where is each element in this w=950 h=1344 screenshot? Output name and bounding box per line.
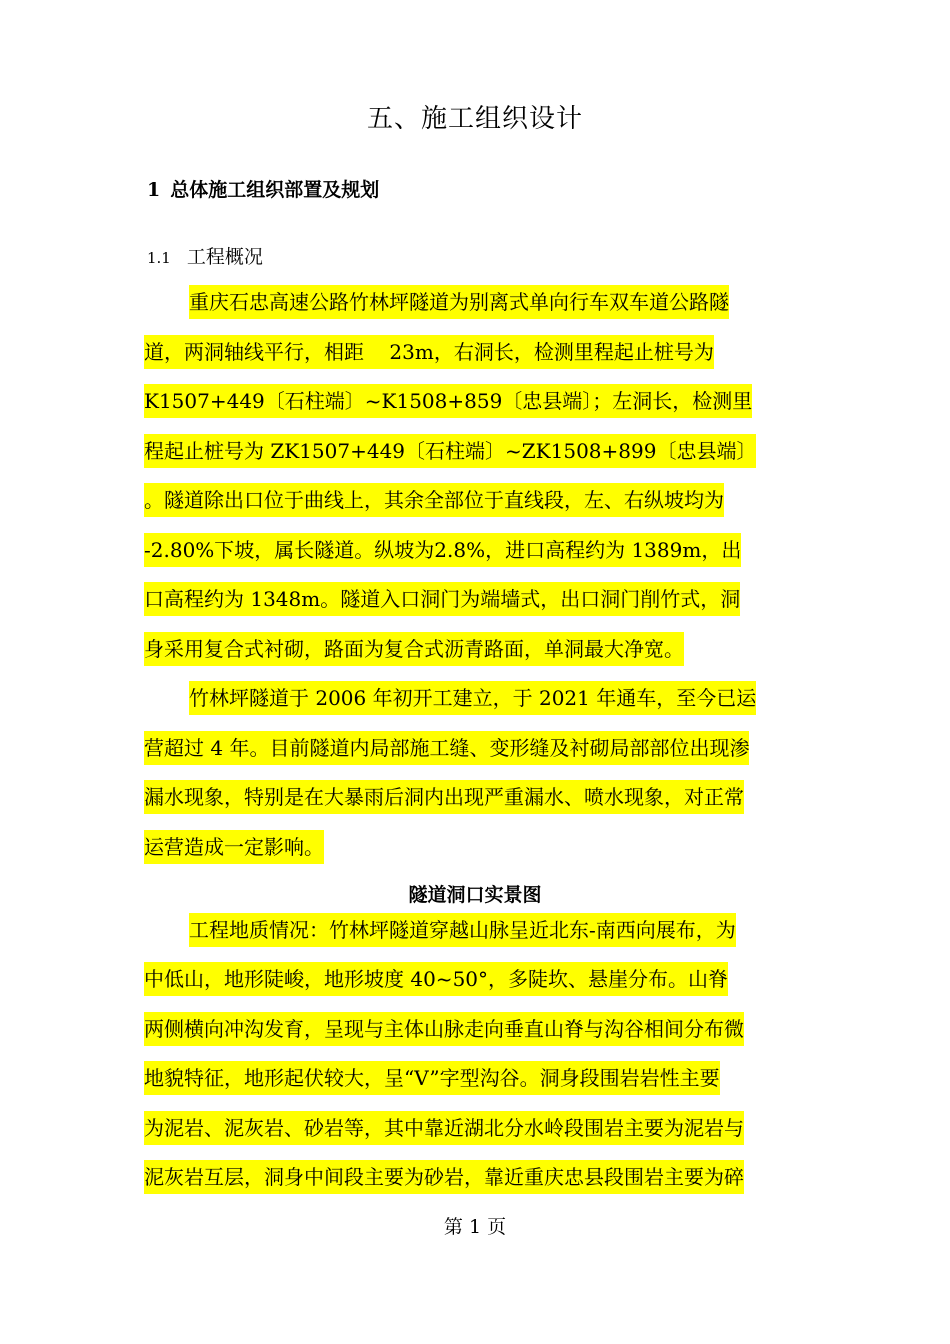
paragraph-line: 口高程约为 1348m。隧道入口洞门为端墙式，出口洞门削竹式，洞 (144, 582, 740, 616)
paragraph-line: 重庆石忠高速公路竹林坪隧道为别离式单向行车双车道公路隧 (189, 285, 729, 319)
figure-caption: 隧道洞口实景图 (408, 884, 542, 906)
paragraph-line: 中低山，地形陡峻，地形坡度 40~50°，多陡坎、悬崖分布。山脊 (144, 962, 728, 996)
section-title: 总体施工组织部置及规划 (170, 179, 380, 201)
paragraph-line: 两侧横向冲沟发育，呈现与主体山脉走向垂直山脊与沟谷相间分布微 (144, 1012, 744, 1046)
paragraph-line: 泥灰岩互层，洞身中间段主要为砂岩，靠近重庆忠县段围岩主要为碎 (144, 1160, 744, 1194)
paragraph-line: 漏水现象，特别是在大暴雨后洞内出现严重漏水、喷水现象，对正常 (144, 780, 744, 814)
paragraph-line: -2.80%下坡，属长隧道。纵坡为2.8%，进口高程约为 1389m，出 (144, 533, 741, 567)
section-heading (147, 175, 379, 202)
section-number: 1 (147, 179, 161, 201)
subsection-heading (147, 242, 263, 269)
paragraph-line: K1507+449〔石柱端〕~K1508+859〔忠县端〕；左洞长，检测里 (144, 384, 752, 418)
paragraph-line: 工程地质情况：竹林坪隧道穿越山脉呈近北东-南西向展布，为 (189, 913, 736, 947)
paragraph-line: 。隧道除出口位于曲线上，其余全部位于直线段，左、右纵坡均为 (144, 483, 724, 517)
paragraph-line: 运营造成一定影响。 (144, 830, 324, 864)
page-title: 五、施工组织设计 (366, 104, 583, 134)
page-number: 第 1 页 (443, 1216, 507, 1238)
paragraph-line: 营超过 4 年。目前隧道内局部施工缝、变形缝及衬砌局部部位出现渗 (144, 731, 749, 765)
paragraph-line: 地貌特征，地形起伏较大，呈“V”字型沟谷。洞身段围岩岩性主要 (144, 1061, 720, 1095)
subsection-title: 工程概况 (186, 246, 263, 268)
paragraph-line: 程起止桩号为 ZK1507+449〔石柱端〕~ZK1508+899〔忠县端〕 (144, 434, 756, 468)
subsection-number: 1.1 (147, 249, 171, 267)
paragraph-line: 竹林坪隧道于 2006 年初开工建立，于 2021 年通车，至今已运 (189, 681, 756, 715)
paragraph-line: 为泥岩、泥灰岩、砂岩等，其中靠近湖北分水岭段围岩主要为泥岩与 (144, 1111, 744, 1145)
paragraph-line: 身采用复合式衬砌，路面为复合式沥青路面，单洞最大净宽。 (144, 632, 684, 666)
paragraph-line: 道，两洞轴线平行，相距 23m，右洞长，检测里程起止桩号为 (144, 335, 714, 369)
